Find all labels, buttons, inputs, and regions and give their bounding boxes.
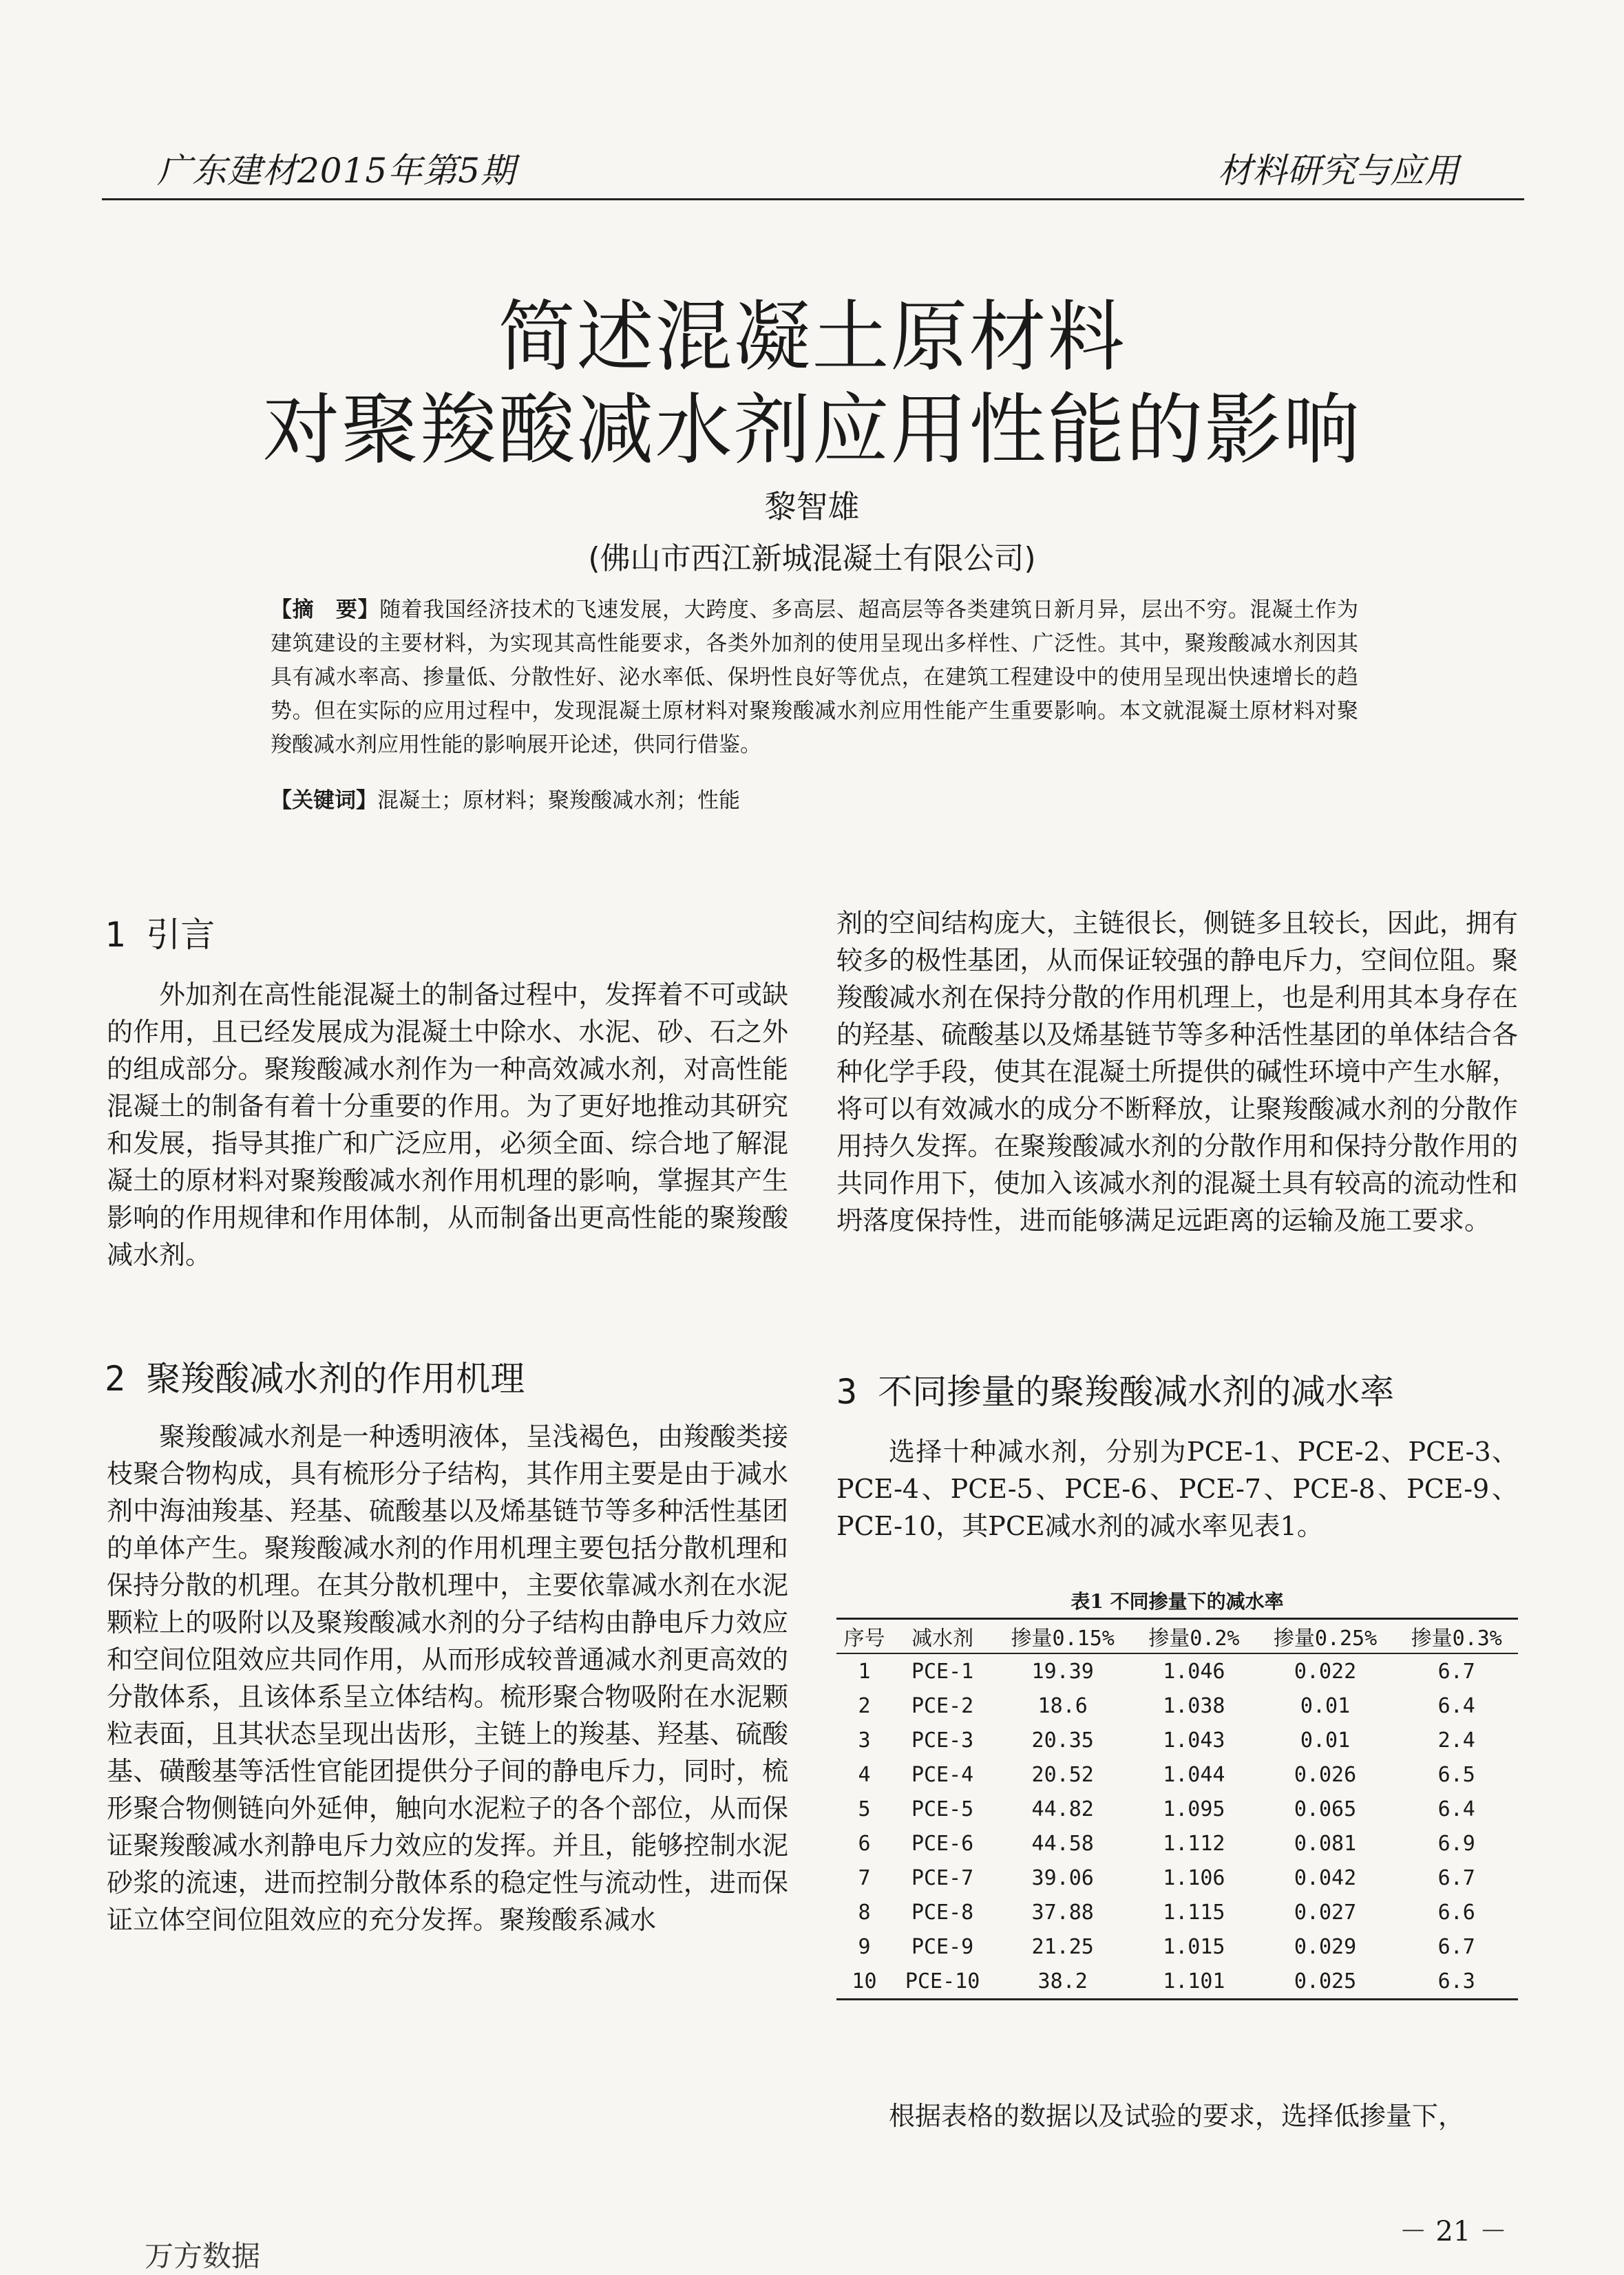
table-row <box>836 1929 1518 1964</box>
title-line-2: 对聚羧酸减水剂应用性能的影响 <box>262 385 1362 475</box>
table-header-cell: 掺量0.15% <box>993 1619 1132 1654</box>
title-line-1: 简述混凝土原材料 <box>498 293 1126 382</box>
table-cell: 0.01 <box>1300 1693 1351 1718</box>
abstract-text: 随着我国经济技术的飞速发展，大跨度、多高层、超高层等各类建筑日新月异，层出不穷。混凝土作为建筑建设的主要材料，为实现其高性能要求，各类外加剂的使用呈现出多样性、广泛性。其中，聚羧酸减水剂因其具有减水率高、掺量低、分散性好、泌水率低、保坍性良好等优点，在建筑工程建设中的使用呈现出快速增长的趋势。但在实际的应用过程中，发现混凝土原材料对聚羧酸减水剂应用性能产生重要影响。本文就混凝土原材料对聚羧酸减水剂应用性能的影响展开论述，供同行借鉴。 <box>271 597 1358 757</box>
table-cell: 1.015 <box>1163 1934 1225 1959</box>
table-body <box>836 1653 1518 2000</box>
paragraph-conclusion-start: 根据表格的数据以及试验的要求，选择低掺量下， <box>889 2101 1465 2131</box>
table-cell: 0.022 <box>1294 1659 1357 1684</box>
table-cell: 6.9 <box>1437 1831 1475 1856</box>
table-cell: 3 <box>858 1728 871 1753</box>
table-cell: 8 <box>858 1900 871 1925</box>
table-cell: 0.01 <box>1300 1728 1351 1753</box>
table-header-cell: 序号 <box>836 1619 892 1654</box>
table-row <box>836 1723 1518 1757</box>
table-cell: 5 <box>858 1797 871 1821</box>
table-cell: 21.25 <box>1031 1934 1094 1959</box>
table-cell: 19.39 <box>1031 1659 1094 1684</box>
table-cell: 1.112 <box>1163 1831 1225 1856</box>
table-cell: 1.101 <box>1132 1964 1255 2000</box>
table-cell: PCE-2 <box>911 1693 974 1718</box>
table-cell: 0.081 <box>1294 1831 1357 1856</box>
paragraph-mechanism: 聚羧酸减水剂是一种透明液体，呈浅褐色，由羧酸类接枝聚合物构成，具有梳形分子结构，其作用主要是由于减水剂中海油羧基、羟基、硫酸基以及烯基链节等多种活性基团的单体产生。聚羧酸减水剂的作用机理主要包括分散机理和保持分散的机理。在其分散机理中，主要依靠减水剂在水泥颗粒上的吸附以及聚羧酸减水剂的分子结构由静电斥力效应和空间位阻效应共同作用，从而形成较普通减水剂更高效的分散体系，且该体系呈立体结构。梳形聚合物吸附在水泥颗粒表面，且其状态呈现出齿形，主链上的羧基、羟基、硫酸基、磺酸基等活性官能团提供分子间的静电斥力，同时，梳形聚合物侧链向外延伸，触向水泥粒子的各个部位，从而保证聚羧酸减水剂静电斥力效应的发挥。并且，能够控制水泥砂浆的流速，进而控制分散体系的稳定性与流动性，进而保证立体空间位阻效应的充分发挥。聚羧酸系减水 <box>107 1421 788 1935</box>
table-header-row <box>836 1619 1518 1654</box>
paragraph-mechanism-continued: 剂的空间结构庞大，主链很长，侧链多且较长，因此，拥有较多的极性基团，从而保证较强的静电斥力，空间位阻。聚羧酸减水剂在保持分散的作用机理上，也是利用其本身存在的羟基、硫酸基以及烯基链节等多种活性基团的单体结合各种化学手段，使其在混凝土所提供的碱性环境中产生水解，将可以有效减水的成分不断释放，让聚羧酸减水剂的分散作用持久发挥。在聚羧酸减水剂的分散作用和保持分散作用的共同作用下，使加入该减水剂的混凝土具有较高的流动性和坍落度保持性，进而能够满足远距离的运输及施工要求。 <box>836 908 1518 1236</box>
table-cell: 1.115 <box>1163 1900 1225 1925</box>
table-row <box>836 1826 1518 1861</box>
table-row <box>836 1895 1518 1929</box>
keywords-label: 【关键词】 <box>271 788 377 813</box>
table-cell: 1.043 <box>1163 1728 1225 1753</box>
section-heading-3: 3 不同掺量的聚羧酸减水剂的减水率 <box>836 1372 1395 1412</box>
table-cell: 6.7 <box>1437 1934 1475 1959</box>
table-cell: 6.4 <box>1437 1693 1475 1718</box>
table-header-cell: 掺量0.3% <box>1395 1619 1518 1654</box>
table-cell: 6.7 <box>1437 1865 1475 1890</box>
table-cell: 2 <box>858 1693 871 1718</box>
table-cell: 1.106 <box>1163 1865 1225 1890</box>
table-cell: PCE-7 <box>911 1865 974 1890</box>
header-rule <box>102 198 1524 200</box>
author: 黎智雄 <box>764 488 860 525</box>
table-cell: 1.038 <box>1163 1693 1225 1718</box>
table-cell: 37.88 <box>1031 1900 1094 1925</box>
table-cell: 0.027 <box>1294 1900 1357 1925</box>
table-cell: 1.095 <box>1163 1797 1225 1821</box>
table-cell: 1.044 <box>1163 1762 1225 1787</box>
table-cell: 6.3 <box>1395 1964 1518 2000</box>
table-cell: 6.7 <box>1437 1659 1475 1684</box>
abstract <box>271 593 1358 762</box>
table-cell: 0.025 <box>1256 1964 1395 2000</box>
section-heading-2: 2 聚羧酸减水剂的作用机理 <box>105 1359 525 1399</box>
table-cell: PCE-3 <box>911 1728 974 1753</box>
table-cell: 2.4 <box>1437 1728 1475 1753</box>
table-cell: 6 <box>858 1831 871 1856</box>
table-row <box>836 1757 1518 1792</box>
table-cell: 6.4 <box>1437 1797 1475 1821</box>
table-cell: 7 <box>858 1865 871 1890</box>
table-cell: 20.52 <box>1031 1762 1094 1787</box>
table-row <box>836 1689 1518 1723</box>
table-cell: PCE-1 <box>911 1659 974 1684</box>
watermark: 万方数据 <box>145 2239 261 2273</box>
table-cell: 1.046 <box>1163 1659 1225 1684</box>
table-cell: 9 <box>858 1934 871 1959</box>
paragraph-intro: 外加剂在高性能混凝土的制备过程中，发挥着不可或缺的作用，且已经发展成为混凝土中除水、水泥、砂、石之外的组成部分。聚羧酸减水剂作为一种高效减水剂，对高性能混凝土的制备有着十分重要的作用。为了更好地推动其研究和发展，指导其推广和广泛应用，必须全面、综合地了解混凝土的原材料对聚羧酸减水剂作用机理的影响，掌握其产生影响的作用规律和作用体制，从而制备出更高性能的聚羧酸减水剂。 <box>107 980 788 1270</box>
table-cell: PCE-10 <box>892 1964 993 2000</box>
table-cell: 0.042 <box>1294 1865 1357 1890</box>
table-cell: 44.82 <box>1031 1797 1094 1821</box>
table-header-cell: 减水剂 <box>892 1619 993 1654</box>
table-cell: 1 <box>858 1659 871 1684</box>
table-cell: 10 <box>836 1964 892 2000</box>
table-cell: 6.6 <box>1437 1900 1475 1925</box>
table-header-cell: 掺量0.25% <box>1256 1619 1395 1654</box>
section-heading-1: 1 引言 <box>105 915 215 955</box>
table-cell: PCE-9 <box>911 1934 974 1959</box>
table-cell: PCE-4 <box>911 1762 974 1787</box>
table-cell: 6.5 <box>1437 1762 1475 1787</box>
affiliation: (佛山市西江新城混凝土有限公司) <box>588 541 1036 576</box>
section-header: 材料研究与应用 <box>1218 151 1459 191</box>
table-cell: 20.35 <box>1031 1728 1094 1753</box>
keywords-text: 混凝土；原材料；聚羧酸减水剂；性能 <box>377 788 740 813</box>
table-row <box>836 1792 1518 1826</box>
table-cell: 0.065 <box>1294 1797 1357 1821</box>
table-cell: 39.06 <box>1031 1865 1094 1890</box>
table-cell: 44.58 <box>1031 1831 1094 1856</box>
table-cell: 18.6 <box>1037 1693 1088 1718</box>
abstract-label: 【摘 要】 <box>271 597 380 622</box>
table-cell: 0.029 <box>1294 1934 1357 1959</box>
paragraph-table-intro: 选择十种减水剂，分别为PCE-1、PCE-2、PCE-3、PCE-4、PCE-5、PCE-6、PCE-7、PCE-8、PCE-9、PCE-10，其PCE减水剂的减水率见表1。 <box>836 1437 1518 1541</box>
keywords <box>271 783 1358 814</box>
page-number: － 21 － <box>1399 2216 1507 2247</box>
table-cell: PCE-6 <box>911 1831 974 1856</box>
table-caption: 表1 不同掺量下的减水率 <box>1071 1590 1284 1613</box>
table-cell: 38.2 <box>993 1964 1132 2000</box>
table-cell: PCE-5 <box>911 1797 974 1821</box>
table-row <box>836 1964 1518 2000</box>
data-table <box>836 1618 1518 2000</box>
table-cell: PCE-8 <box>911 1900 974 1925</box>
table-row <box>836 1653 1518 1689</box>
table-header-cell: 掺量0.2% <box>1132 1619 1255 1654</box>
table-cell: 0.026 <box>1294 1762 1357 1787</box>
journal-header: 广东建材2015年第5期 <box>157 151 516 191</box>
table-row <box>836 1861 1518 1895</box>
table-cell: 4 <box>858 1762 871 1787</box>
